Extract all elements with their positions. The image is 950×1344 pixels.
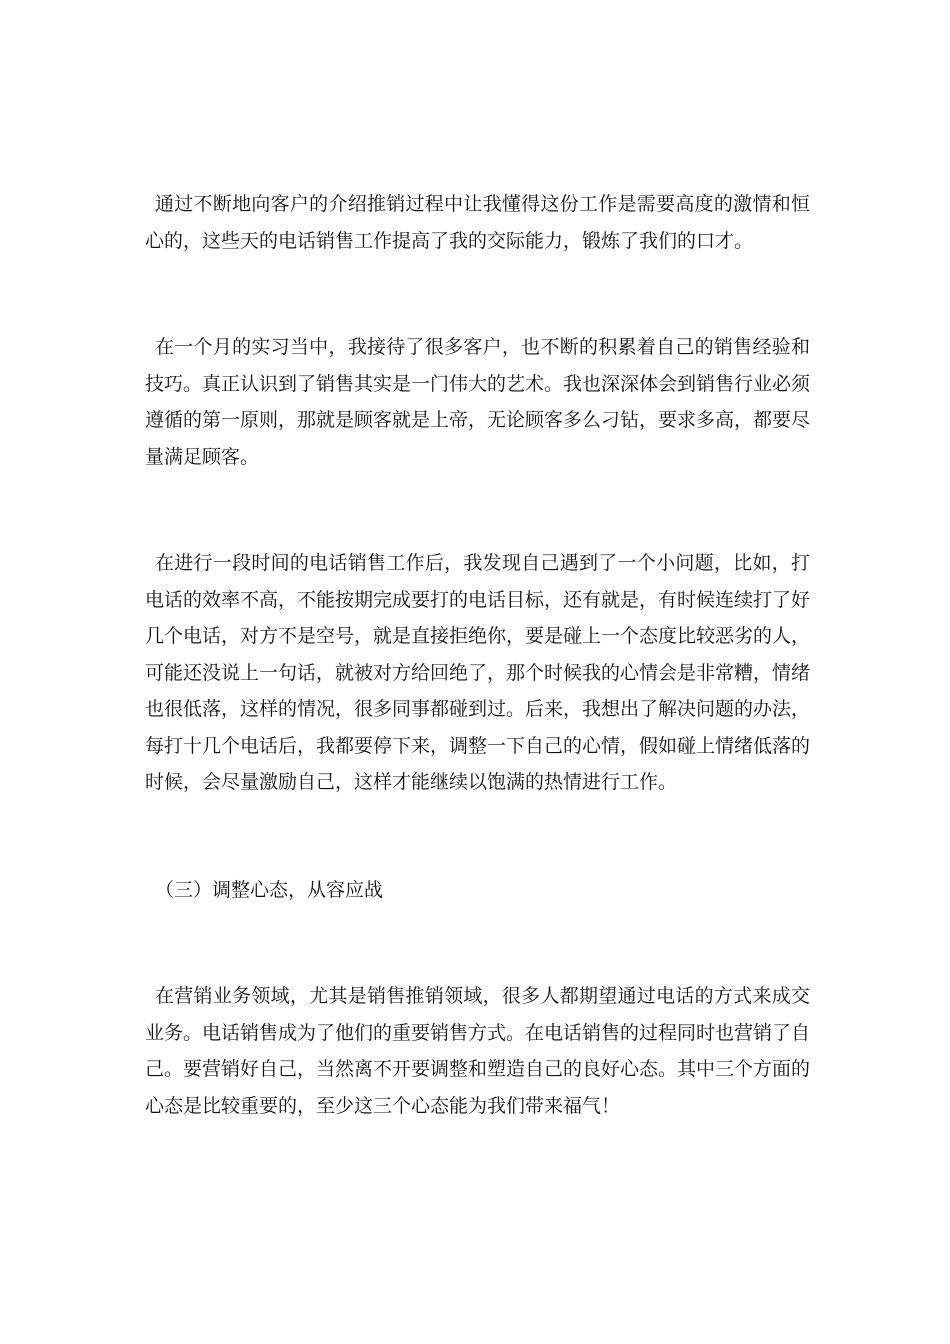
paragraph-2: 在一个月的实习当中，我接待了很多客户，也不断的积累着自己的销售经验和技巧。真正认识到了销售其实是一门伟大的艺术。我也深深体会到销售行业必须遵循的第一原则，那就是顾客就是上帝，无论顾客多么刁钻，要求多高，都要尽量满足顾客。 [145,336,811,468]
paragraph-3: 在进行一段时间的电话销售工作后，我发现自己遇到了一个小问题，比如，打电话的效率不高，不能按期完成要打的电话目标，还有就是，有时候连续打了好几个电话，对方不是空号，就是直接拒绝你，要是碰上一个态度比较恶劣的人，可能还没说上一句话，就被对方给回绝了，那个时候我的心情会是非常糟，情绪也很低落，这样的情况，很多同事都碰到过。后来，我想出了解决问题的办法，每打十几个电话后，我都要停下来，调整一下自己的心情，假如碰上情绪低落的时候，会尽量激励自己，这样才能继续以饱满的热情进行工作。 [145,552,811,793]
paragraph-1: 通过不断地向客户的介绍推销过程中让我懂得这份工作是需要高度的激情和恒心的，这些天的电话销售工作提高了我的交际能力，锻炼了我们的口才。 [145,193,810,252]
section-heading: （三）调整心态，从容应战 [155,879,384,901]
paragraph-5: 在营销业务领域，尤其是销售推销领域，很多人都期望通过电话的方式来成交业务。电话销售成为了他们的重要销售方式。在电话销售的过程同时也营销了自己。要营销好自己，当然离不开要调整和塑造自己的良好心态。其中三个方面的心态是比较重要的，至少这三个心态能为我们带来福气！ [145,985,811,1117]
